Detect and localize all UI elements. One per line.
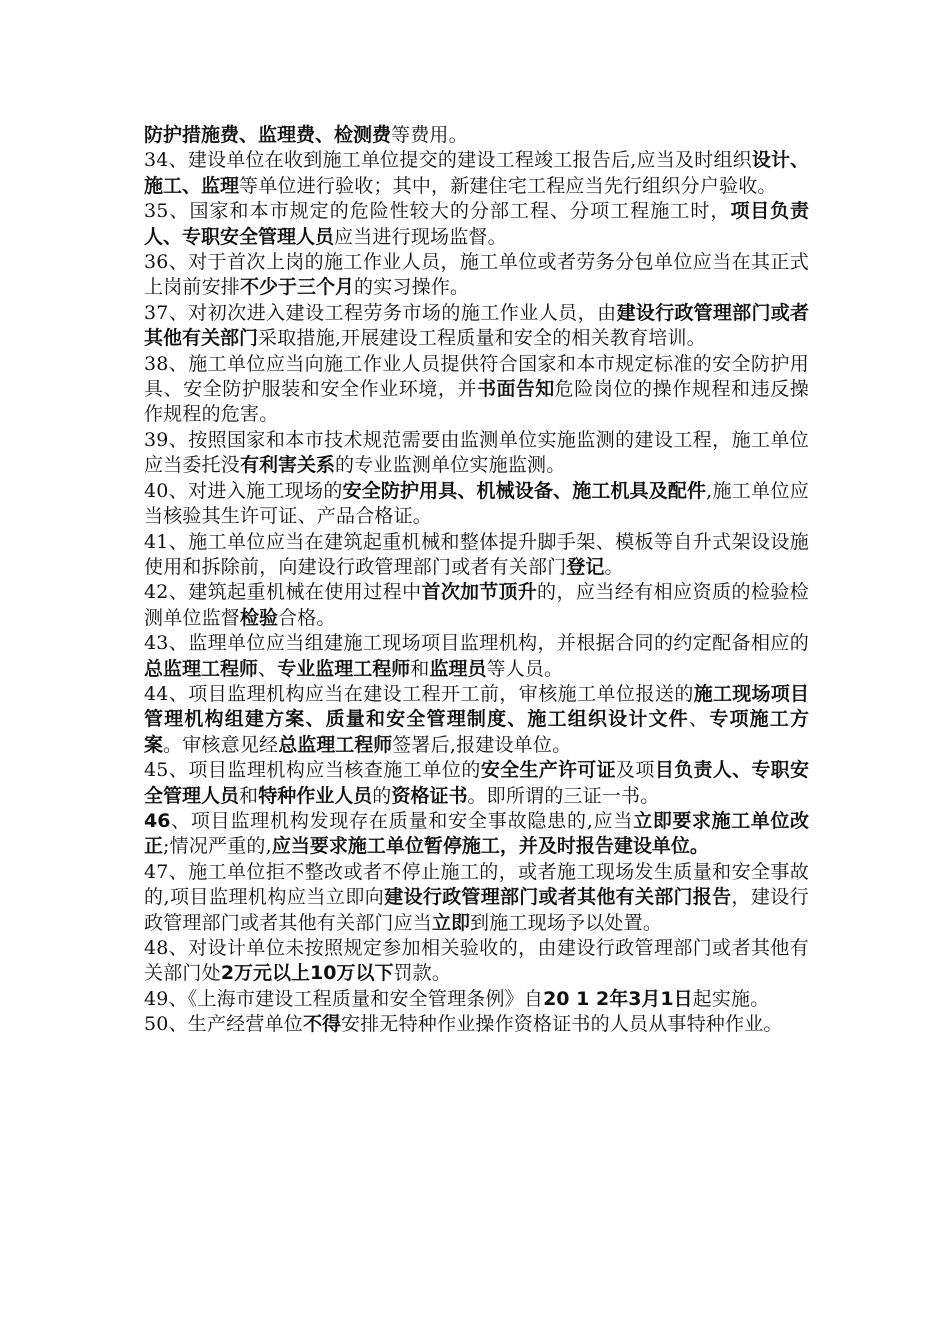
bold-text: 总监理工程师 — [278, 733, 393, 756]
bold-text: 设计、施工、监理 — [144, 149, 809, 197]
bold-text: 安全防护用具、机械设备、施工机具及配件 — [342, 479, 707, 502]
paragraph-p38 — [144, 352, 809, 428]
text-run: 、项目监理机构发现存在质量和安全事故隐患的,应当 — [170, 809, 634, 832]
text-run: 。 — [604, 555, 624, 578]
text-run: 44、项目监理机构应当在建设工程开工前，审核施工单位报送的 — [144, 682, 694, 705]
paragraph-p47 — [144, 860, 809, 936]
text-run: 37、对初次进入建设工程劳务市场的施工作业人员，由 — [144, 301, 617, 324]
paragraph-p46 — [144, 809, 809, 860]
paragraph-p49 — [144, 987, 809, 1012]
bold-text: 资格证书 — [391, 784, 468, 807]
text-run: 。即所谓的三证一书。 — [467, 784, 660, 807]
text-run: 、 — [688, 708, 710, 731]
bold-text: 防护措施费、监理费、检测费 — [144, 124, 392, 146]
bold-text: 专业监理工程师 — [277, 657, 411, 680]
bold-text: 首次加节顶升 — [421, 581, 538, 604]
text-run: 罚款。 — [393, 962, 452, 985]
text-run: 及项 — [615, 759, 655, 782]
paragraph-p35 — [144, 199, 809, 250]
bold-text: 20 1 2年3月1日 — [543, 987, 693, 1010]
bold-text: 不得 — [302, 1013, 341, 1036]
bold-text: 建设行政管理部门或者其他有关部门报告 — [384, 886, 732, 909]
text-run: 安排无特种作业操作资格证书的人员从事特种作业。 — [341, 1013, 783, 1036]
bold-text: 46 — [144, 809, 171, 832]
paragraph-p41 — [144, 530, 809, 581]
text-run: 危险岗位的操作规程和违反操作规程的危害。 — [144, 378, 809, 426]
paragraph-p48 — [144, 936, 809, 987]
text-run: 等费用。 — [391, 124, 468, 146]
text-run: 起实施。 — [692, 987, 770, 1010]
bold-text: 不少于三个月 — [240, 276, 355, 299]
text-run: 38、施工单位应当向施工作业人员提供符合国家和本市规定标准的安全防护用具、安全防护服装和安全作业环境，并 — [144, 352, 809, 401]
bold-text: 特种作业人员 — [258, 784, 373, 807]
text-run: 和 — [410, 657, 430, 680]
bold-text: 书面告知 — [477, 378, 555, 401]
text-run: 的实习操作。 — [354, 276, 470, 299]
bold-text: 总监理工程师 — [144, 657, 259, 680]
text-run: 41、施工单位应当在建筑起重机械和整体提升脚手架、模板等自升式架设设施使用和拆除前，向建设行政管理部门或者有关部门 — [144, 530, 809, 578]
bold-text: 应当要求施工单位暂停施工，并及时报告建设单位。 — [271, 835, 709, 858]
document-body — [144, 123, 809, 1038]
text-run: 等人员。 — [486, 657, 564, 680]
paragraph-p42 — [144, 580, 809, 631]
paragraph-p37 — [144, 301, 809, 352]
bold-text: 有利害关系 — [240, 454, 336, 477]
text-run: 的专业监测单位实施监测。 — [335, 454, 566, 477]
text-run: 39、按照国家和本市技术规范需要由监测单位实施监测的建设工程，施工单位应当委托没 — [144, 428, 809, 477]
bold-text: 立即要求施工单位改正 — [144, 809, 809, 858]
text-run: 50、生产经营单位 — [144, 1013, 303, 1036]
bold-text: 登记 — [566, 555, 605, 578]
text-run: 36、对于首次上岗的施工作业人员，施工单位或者劳务分包单位应当在其正式上岗前安排 — [144, 251, 809, 299]
bold-text: 专项施工方案 — [144, 708, 809, 756]
text-run: 49、《上海市建设工程质量和安全管理条例》自 — [144, 987, 544, 1010]
paragraph-p44 — [144, 682, 809, 758]
paragraph-p43 — [144, 631, 809, 682]
text-run: 47、施工单位拒不整改或者不停止施工的，或者施工现场发生质量和安全事故的,项目监理机构应当立即向 — [144, 860, 809, 909]
text-run: ，建设行政管理部门或者其他有关部门应当 — [144, 886, 809, 934]
text-run: 到施工现场予以处置。 — [470, 911, 663, 934]
text-run: 和 — [239, 784, 259, 807]
text-run: 的，应当经有相应资质的检验检测单位监督 — [144, 581, 809, 629]
bold-text: 项目负责人、专职安全管理人员 — [144, 200, 809, 248]
text-run: 34、建设单位在收到施工单位提交的建设工程竣工报告后,应当及时组织 — [144, 149, 752, 172]
bold-text: 目负责人、专职安全管理人员 — [144, 759, 809, 807]
text-run: 40、对进入施工现场的 — [144, 479, 343, 502]
paragraph-p45 — [144, 758, 809, 809]
text-run: 签署后,报建设单位。 — [392, 733, 572, 756]
bold-text: 安全生产许可证 — [480, 759, 616, 782]
text-run: 采取措施,开展建设工程质量和安全的相关教育培训。 — [258, 327, 706, 350]
paragraph-p40 — [144, 479, 809, 530]
text-run: 45、项目监理机构应当核查施工单位的 — [144, 759, 481, 782]
text-run: 、 — [258, 657, 278, 680]
paragraph-p-cont — [144, 123, 809, 148]
text-run: 应当进行现场监督。 — [334, 225, 507, 248]
paragraph-p36 — [144, 250, 809, 301]
text-run: 43、监理单位应当组建施工现场项目监理机构，并根据合同的约定配备相应的 — [144, 632, 809, 655]
text-run: ;情况严重的, — [163, 835, 272, 858]
bold-text: 立即 — [432, 911, 471, 934]
bold-text: 施工现场项目管理机构组建方案、质量和安全管理制度、施工组织设计文件 — [144, 682, 809, 731]
paragraph-p34 — [144, 148, 809, 199]
paragraph-p39 — [144, 428, 809, 479]
bold-text: 2万元以上10万以下 — [220, 962, 394, 985]
bold-text: 建设行政管理部门或者其他有关部门 — [144, 301, 809, 350]
bold-text: 监理员 — [429, 657, 487, 680]
text-run: 合格。 — [278, 606, 336, 629]
text-run: 48、对设计单位未按照规定参加相关验收的，由建设行政管理部门或者其他有关部门处 — [144, 937, 809, 985]
text-run: 等单位进行验收；其中，新建住宅工程应当先行组织分户验收。 — [239, 174, 777, 197]
text-run: ,施工单位应当核验其生许可证、产品合格证。 — [144, 479, 809, 528]
text-run: 。审核意见经 — [163, 733, 279, 756]
text-run: 35、国家和本市规定的危险性较大的分部工程、分项工程施工时， — [144, 200, 731, 223]
bold-text: 检验 — [240, 606, 279, 629]
text-run: 的 — [372, 784, 392, 807]
text-run: 42、建筑起重机械在使用过程中 — [144, 581, 422, 604]
paragraph-p50 — [144, 1012, 809, 1037]
